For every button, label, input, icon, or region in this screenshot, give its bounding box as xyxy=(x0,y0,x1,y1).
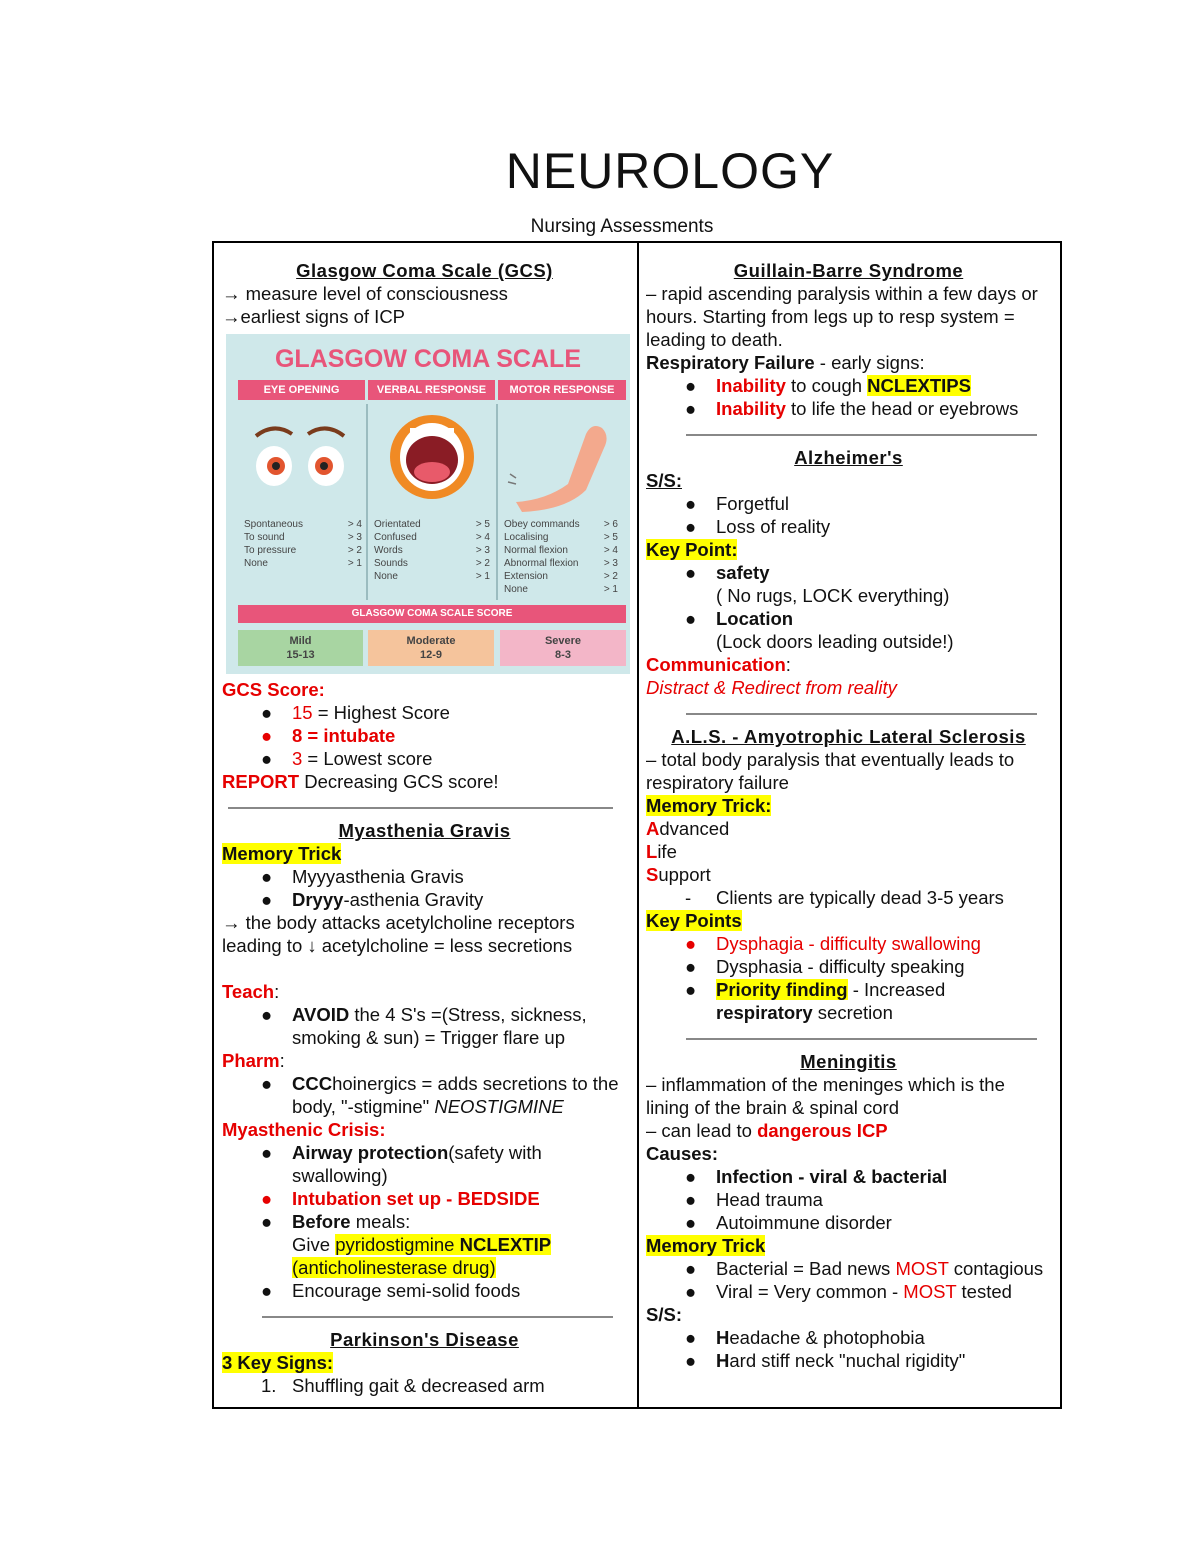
list-item: ● Inability to life the head or eyebrows xyxy=(685,398,1019,419)
list-item: ● Encourage semi-solid foods xyxy=(261,1280,521,1301)
als-heading: A.L.S. - Amyotrophic Lateral Sclerosis xyxy=(671,726,1026,747)
right-column xyxy=(646,259,1051,1372)
gbs-heading: Guillain-Barre Syndrome xyxy=(733,260,964,281)
list-item: ● Forgetful xyxy=(685,493,790,514)
list-item: ● Infection - viral & bacterial xyxy=(685,1166,948,1187)
list-item: ● Head trauma xyxy=(685,1189,823,1210)
men-ss-label: S/S: xyxy=(646,1304,682,1325)
score-mild: Mild 15-13 xyxy=(238,630,363,666)
list-item: Normal flexion > 4 xyxy=(504,545,618,556)
list-item: ● Airway protection(safety with swallowing) xyxy=(261,1142,542,1186)
list-item: ● Autoimmune disorder xyxy=(685,1212,892,1233)
list-item: ● Intubation set up - BEDSIDE xyxy=(261,1188,540,1209)
column-divider xyxy=(637,243,639,1407)
pd-signs-list xyxy=(222,1374,627,1397)
mg-pharm-list xyxy=(222,1072,627,1118)
list-item: ● safety ( No rugs, LOCK everything) xyxy=(685,562,950,606)
list-item: ● Myyyasthenia Gravis xyxy=(261,866,464,887)
gcs-image-title: GLASGOW COMA SCALE xyxy=(274,345,581,373)
gcs-infographic xyxy=(226,334,630,674)
list-item: ● AVOID the 4 S's =(Stress, sickness, smoking & sun) = Trigger flare up xyxy=(261,1004,587,1048)
section-divider xyxy=(686,713,1037,715)
list-item: ● Dryyy-asthenia Gravity xyxy=(261,889,484,910)
list-item: To pressure > 2 xyxy=(244,545,362,556)
notes-table xyxy=(212,241,1062,1409)
alz-ss-list xyxy=(646,492,1051,538)
gbs-rf: Respiratory Failure - early signs: xyxy=(646,352,925,373)
als-memory-label: Memory Trick: xyxy=(646,795,772,816)
alz-comm: Communication: xyxy=(646,654,791,675)
list-item: ● Loss of reality xyxy=(685,516,831,537)
gcs-line-1: → measure level of consciousness xyxy=(222,283,508,304)
list-item: - Clients are typically dead 3-5 years xyxy=(685,887,1004,908)
gcs-heading: Glasgow Coma Scale (GCS) xyxy=(296,260,553,281)
gbs-desc: – rapid ascending paralysis within a few days or hours. Starting from legs up to resp system = leading to death. xyxy=(646,283,1038,350)
gcs-score-list xyxy=(222,701,627,770)
als-desc: – total body paralysis that eventually leads to respiratory failure xyxy=(646,749,1015,793)
list-item: ● 3 = Lowest score xyxy=(261,748,433,769)
gcs-score-label: GCS Score: xyxy=(222,679,325,700)
list-item: Extension > 2 xyxy=(504,571,618,582)
tab-eye-opening: EYE OPENING xyxy=(238,380,365,400)
list-item: ● 8 = intubate xyxy=(261,725,396,746)
gbs-list xyxy=(646,374,1051,420)
list-item: Sounds > 2 xyxy=(374,558,490,569)
als-kp-label: Key Points xyxy=(646,910,742,931)
mg-crisis-list xyxy=(222,1141,627,1302)
tab-motor-response: MOTOR RESPONSE xyxy=(498,380,626,400)
page-subtitle: Nursing Assessments xyxy=(530,216,714,237)
section-divider xyxy=(262,1316,613,1318)
als-acronym-l: Life xyxy=(646,841,677,862)
score-severe: Severe 8-3 xyxy=(500,630,626,666)
list-item: ● Viral = Very common - MOST tested xyxy=(685,1281,1012,1302)
gcs-score-bar: GLASGOW COMA SCALE SCORE xyxy=(238,605,626,623)
list-item: ● CCChoinergics = adds secretions to the body, "-stigmine" NEOSTIGMINE xyxy=(261,1073,619,1117)
section-divider xyxy=(228,807,613,809)
pd-heading: Parkinson's Disease xyxy=(330,1329,519,1350)
score-moderate: Moderate 12-9 xyxy=(368,630,494,666)
verbal-response-list xyxy=(374,518,490,583)
men-heading: Meningitis xyxy=(800,1051,897,1072)
tab-verbal-response: VERBAL RESPONSE xyxy=(368,380,495,400)
alz-kp-label: Key Point: xyxy=(646,539,738,560)
eye-opening-list xyxy=(244,518,362,570)
als-kp-list xyxy=(646,932,1051,1024)
list-item: ● Priority finding - Increased respiratory secretion xyxy=(685,979,946,1023)
list-item: ● Dysphasia - difficulty speaking xyxy=(685,956,965,977)
list-item: 1. Shuffling gait & decreased arm xyxy=(261,1375,545,1396)
list-item: Spontaneous > 4 xyxy=(244,519,362,530)
men-memory-label: Memory Trick xyxy=(646,1235,766,1256)
left-column xyxy=(222,259,627,1397)
list-item: Abnormal flexion > 3 xyxy=(504,558,618,569)
alz-comm-text: Distract & Redirect from reality xyxy=(646,677,897,698)
men-causes-label: Causes: xyxy=(646,1143,718,1164)
mg-desc-1: → the body attacks acetylcholine receptors xyxy=(222,912,575,933)
mg-crisis-label: Myasthenic Crisis: xyxy=(222,1119,386,1140)
motor-response-list xyxy=(504,518,618,596)
list-item: Localising > 5 xyxy=(504,532,618,543)
section-divider xyxy=(686,434,1037,436)
eyes-icon xyxy=(246,414,356,494)
list-item: None > 1 xyxy=(244,558,362,569)
men-desc-2: – can lead to dangerous ICP xyxy=(646,1120,888,1141)
section-divider xyxy=(686,1038,1037,1040)
list-item: ● Before meals: Give pyridostigmine NCLEXTIP (anticholinesterase drug) xyxy=(261,1211,552,1278)
list-item: Obey commands > 6 xyxy=(504,519,618,530)
men-ss-list xyxy=(646,1326,1051,1372)
list-item: ● 15 = Highest Score xyxy=(261,702,450,723)
alz-kp-list xyxy=(646,561,1051,653)
list-item: ● Bacterial = Bad news MOST contagious xyxy=(685,1258,1044,1279)
mg-heading: Myasthenia Gravis xyxy=(338,820,511,841)
als-acronym-s: Support xyxy=(646,864,711,885)
list-item: None > 1 xyxy=(374,571,490,582)
mg-memory-list xyxy=(222,865,627,911)
gcs-report: REPORT Decreasing GCS score! xyxy=(222,771,499,792)
men-memory-list xyxy=(646,1257,1051,1303)
list-item: To sound > 3 xyxy=(244,532,362,543)
mg-teach: Teach: xyxy=(222,981,280,1002)
alz-ss-label: S/S: xyxy=(646,470,682,491)
alz-heading: Alzheimer's xyxy=(794,447,903,468)
mg-memory-label: Memory Trick xyxy=(222,843,342,864)
men-causes-list xyxy=(646,1165,1051,1234)
arm-icon xyxy=(506,414,616,514)
als-dash-list xyxy=(646,886,1051,909)
gcs-divider xyxy=(496,404,498,600)
mg-teach-list xyxy=(222,1003,627,1049)
list-item: ● Dysphagia - difficulty swallowing xyxy=(685,933,981,954)
mg-desc-2: leading to ↓ acetylcholine = less secretions xyxy=(222,935,573,956)
list-item: ● Headache & photophobia xyxy=(685,1327,925,1348)
list-item: ● Hard stiff neck "nuchal rigidity" xyxy=(685,1350,966,1371)
list-item: Orientated > 5 xyxy=(374,519,490,530)
mouth-icon xyxy=(386,412,478,502)
list-item: Words > 3 xyxy=(374,545,490,556)
page-title: NEUROLOGY xyxy=(505,143,835,199)
list-item: ● Location (Lock doors leading outside!) xyxy=(685,608,954,652)
list-item: Confused > 4 xyxy=(374,532,490,543)
list-item: ● Inability to cough NCLEXTIPS xyxy=(685,375,971,396)
als-acronym-a: Advanced xyxy=(646,818,730,839)
list-item: None > 1 xyxy=(504,584,618,595)
gcs-line-2: →earliest signs of ICP xyxy=(222,306,406,327)
gcs-divider xyxy=(366,404,368,600)
mg-pharm: Pharm: xyxy=(222,1050,285,1071)
men-desc-1: – inflammation of the meninges which is the lining of the brain & spinal cord xyxy=(646,1074,1005,1118)
pd-signs-label: 3 Key Signs: xyxy=(222,1352,334,1373)
